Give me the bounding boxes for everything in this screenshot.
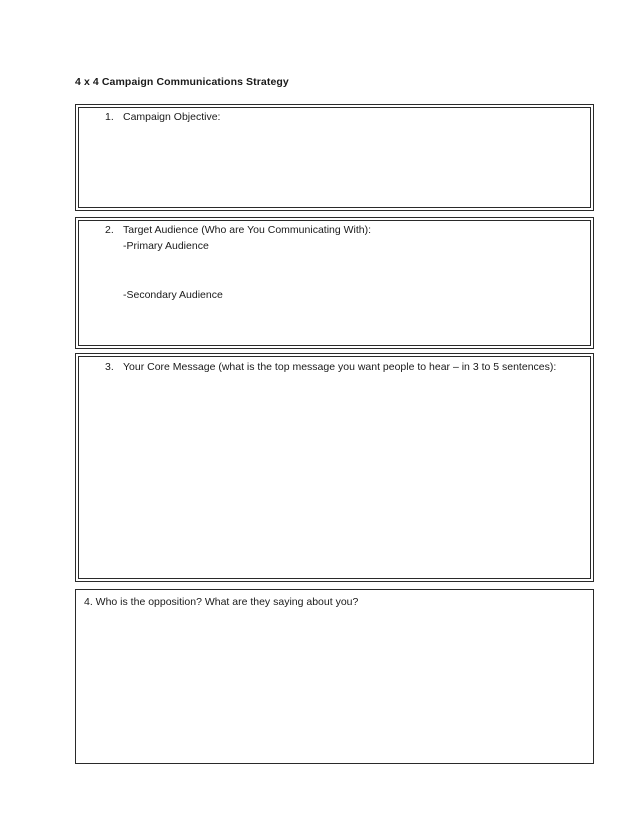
opposition-heading: 4. Who is the opposition? What are they saying about you?: [84, 596, 359, 608]
primary-audience-label: -Primary Audience: [123, 240, 209, 252]
document-title: 4 x 4 Campaign Communications Strategy: [75, 76, 289, 88]
section-1-number: 1.: [105, 111, 114, 123]
core-message-box[interactable]: [75, 353, 594, 582]
campaign-objective-heading: Campaign Objective:: [123, 111, 221, 123]
target-audience-box[interactable]: [75, 217, 594, 349]
section-3-number: 3.: [105, 361, 114, 373]
core-message-heading: Your Core Message (what is the top message you want people to hear – in 3 to 5 sentences):: [123, 361, 557, 373]
campaign-objective-box[interactable]: [75, 104, 594, 211]
target-audience-heading: Target Audience (Who are You Communicating With):: [123, 224, 372, 236]
section-2-number: 2.: [105, 224, 114, 236]
opposition-box[interactable]: [75, 589, 594, 764]
secondary-audience-label: -Secondary Audience: [123, 289, 223, 301]
